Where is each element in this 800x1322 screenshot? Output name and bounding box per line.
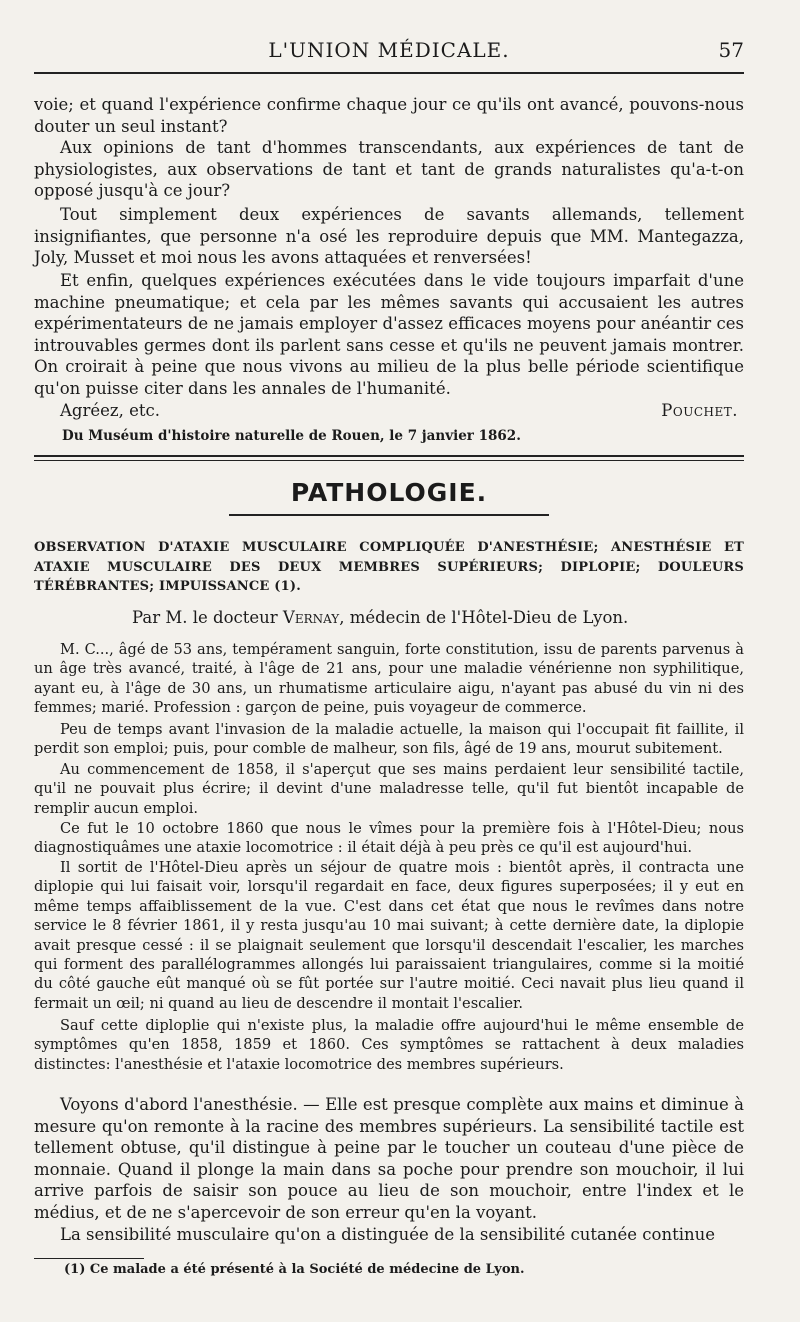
observation-paragraph-3: Au commencement de 1858, il s'aperçut que ses mains perdaient leur sensibilité tactile, qu'il ne pouvait plus écrire; il devint d'une maladresse telle, qu'il fut bientôt incapable de remplir aucun emploi. <box>34 761 744 817</box>
header-rule <box>34 72 744 74</box>
footnote: (1) Ce malade a été présenté à la Société de médecine de Lyon. <box>64 1262 525 1277</box>
letter-signature: Pouchet. <box>661 401 738 420</box>
footnote-rule <box>34 1258 144 1259</box>
observation-paragraph-5: Il sortit de l'Hôtel-Dieu après un séjour de quatre mois : bientôt après, il contracta une diplopie qui lui faisait voir, lorsqu'il regardait en face, deux figures superposées; il y eut en même temps affaiblissement de la vue. C'est dans cet état que nous le revîmes dans notre service le 8 février 1861, il y resta jusqu'au 10 mai suivant; à cette dernière date, la diplopie avait presque cessé : il se plaignait seulement que lorsqu'il descendait l'escalier, les marches qui forment des parallélogrammes allongés lui paraissaient triangulaires, comme si la moitié du côté gauche eût manqué où se fût portée sur l'autre moitié. Ceci navait plus lieu quand il fermait un œil; ni quand au lieu de descendre il montait l'escalier. <box>34 859 744 1012</box>
observation-paragraph-6: Sauf cette diploplie qui n'existe plus, la maladie offre aujourd'hui le même ensemble de symptômes qu'en 1858, 1859 et 1860. Ces symptômes se rattachent à deux maladies distinctes: l'anesthésie et l'ataxie locomotrice des membres supérieurs. <box>34 1017 744 1073</box>
byline <box>132 608 628 627</box>
observation-paragraph-4: Ce fut le 10 octobre 1860 que nous le vîmes pour la première fois à l'Hôtel-Dieu; nous diagnostiquâmes une ataxie locomotrice : il était déjà à peu près ce qu'il est aujourd'hui. <box>34 820 744 857</box>
byline-suffix: , médecin de l'Hôtel-Dieu de Lyon. <box>339 608 629 627</box>
discussion-paragraph-1: Voyons d'abord l'anesthésie. — Elle est presque complète aux mains et diminue à mesure qu'on remonte à la racine des membres supérieurs. La sensibilité tactile est tellement obtuse, qu'il distingue à peine par le toucher un couteau d'une pièce de monnaie. Quand il plonge la main dans sa poche pour prendre son mouchoir, il lui arrive parfois de saisir son pouce au lieu de son mouchoir, entre l'index et le médius, et de ne s'apercevoir de son erreur qu'en la voyant. <box>34 1095 744 1222</box>
page-header <box>34 38 744 68</box>
letter-paragraph-1: voie; et quand l'expérience confirme chaque jour ce qu'ils ont avancé, pouvons-nous douter un seul instant? <box>34 95 744 136</box>
letter-dateline: Du Muséum d'histoire naturelle de Rouen, le 7 janvier 1862. <box>62 428 521 444</box>
page-number: 57 <box>718 38 744 62</box>
section-title-underline <box>229 514 549 516</box>
letter-signoff: Agréez, etc. <box>60 401 160 420</box>
section-title: PATHOLOGIE. <box>290 478 488 507</box>
observation-paragraph-1: M. C..., âgé de 53 ans, tempérament sanguin, forte constitution, issu de parents parvenus à un âge très avancé, traité, à l'âge de 21 ans, pour une maladie vénérienne non syphilitique, ayant eu, à l'âge de 30 ans, un rhumatisme articulaire aigu, n'ayant pas abusé du vin ni des femmes; marié. Profession : garçon de peine, puis voyageur de commerce. <box>34 641 744 717</box>
byline-author: Vernay <box>282 608 340 627</box>
letter-paragraph-4: Et enfin, quelques expériences exécutées dans le vide toujours imparfait d'une machine pneumatique; et cela par les mêmes savants qui accusaient les autres expérimentateurs de ne jamais employer d'assez efficaces moyens pour anéantir ces introuvables germes dont ils parlent sans cesse et qu'ils ne peuvent jamais montrer. On croirait à peine que nous vivons au milieu de la plus belle période scientifique qu'on puisse citer dans les annales de l'humanité. <box>34 271 744 398</box>
letter-paragraph-2: Aux opinions de tant d'hommes transcendants, aux expériences de tant de physiologistes, aux observations de tant et tant de grands naturalistes qu'a-t-on opposé jusqu'à ce jour? <box>34 138 744 201</box>
article-title: OBSERVATION D'ATAXIE MUSCULAIRE COMPLIQUÉE D'ANESTHÉSIE; ANESTHÉSIE ET ATAXIE MUSCULAIRE DES DEUX MEMBRES SUPÉRIEURS; DIPLOPIE; DOULEURS TÉRÉBRANTES; IMPUISSANCE (1). <box>34 540 744 594</box>
section-rule-thin <box>34 460 744 461</box>
letter-paragraph-3: Tout simplement deux expériences de savants allemands, tellement insignifiantes, que personne n'a osé les reproduire depuis que MM. Mantegazza, Joly, Musset et moi nous les avons attaquées et renversées! <box>34 205 744 268</box>
observation-paragraph-2: Peu de temps avant l'invasion de la maladie actuelle, la maison qui l'occupait fit faillite, il perdit son emploi; puis, pour comble de malheur, son fils, âgé de 19 ans, mourut subitement. <box>34 721 744 758</box>
byline-prefix: Par M. le docteur <box>132 608 278 627</box>
discussion-paragraph-2: La sensibilité musculaire qu'on a distinguée de la sensibilité cutanée continue <box>60 1225 716 1244</box>
running-title: L'UNION MÉDICALE. <box>268 38 510 62</box>
section-rule-thick <box>34 455 744 457</box>
